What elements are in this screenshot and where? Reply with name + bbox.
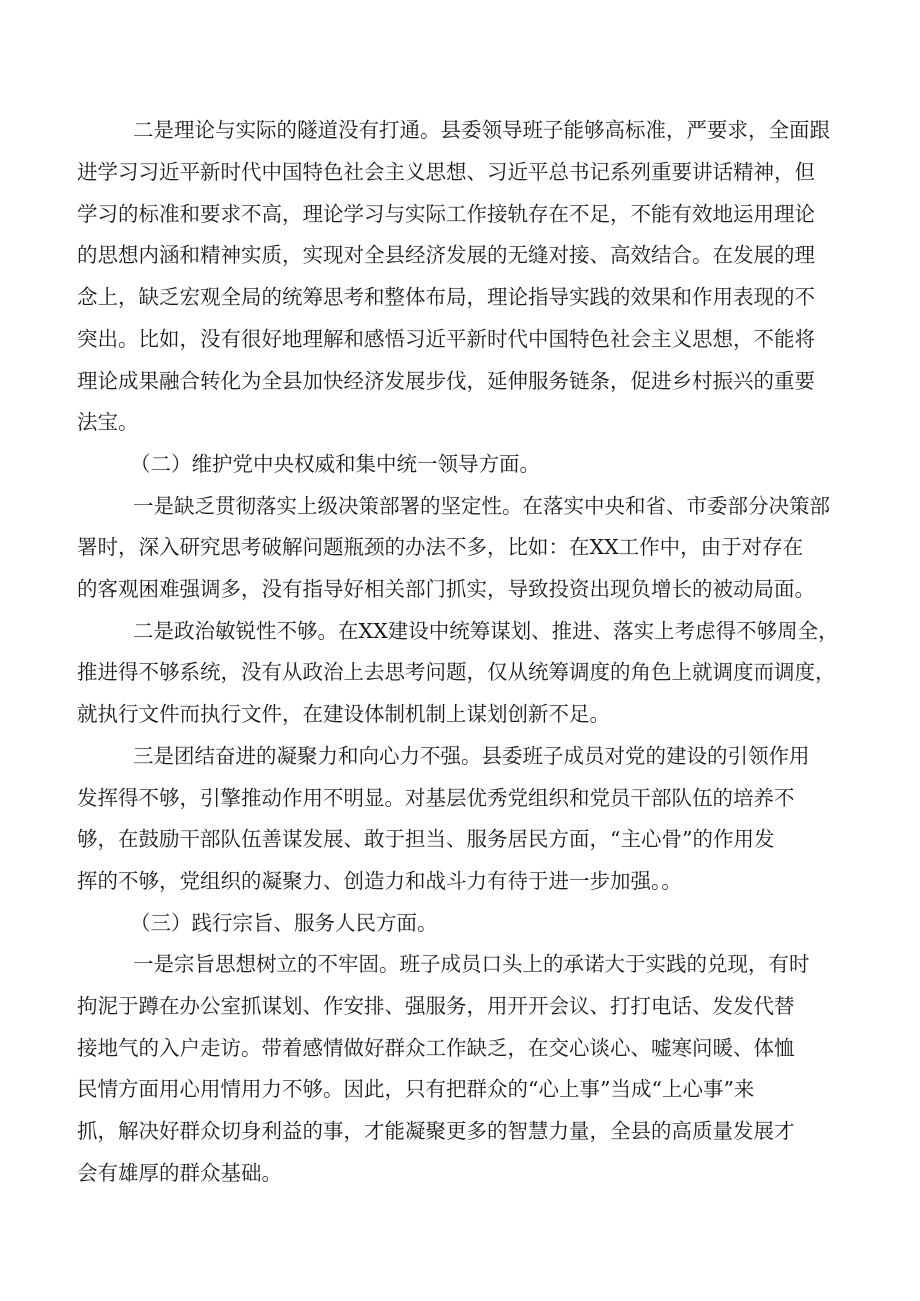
text-line: 的思想内涵和精神实质，实现对全县经济发展的无缝对接、高效结合。在发展的理 — [77, 243, 815, 267]
text-line: 念上，缺乏宏观全局的统筹思考和整体布局，理论指导实践的效果和作用表现的不 — [77, 285, 815, 309]
text-line: 推进得不够系统，没有从政治上去思考问题，仅从统筹调度的角色上就调度而调度， — [77, 660, 836, 684]
text-line: 一是缺乏贯彻落实上级决策部署的坚定性。在落实中央和省、市委部分决策部 — [133, 494, 830, 518]
text-line: 二是理论与实际的隧道没有打通。县委领导班子能够高标准，严要求，全面跟 — [133, 118, 830, 142]
text-line: 民情方面用心用情用力不够。因此，只有把群众的“心上事”当成“上心事”来 — [77, 1077, 755, 1101]
text-line: 会有雄厚的群众基础。 — [77, 1161, 282, 1185]
text-line: 接地气的入户走访。带着感情做好群众工作缺乏，在交心谈心、嘘寒问暖、体恤 — [77, 1036, 795, 1060]
text-line: 突出。比如，没有很好地理解和感悟习近平新时代中国特色社会主义思想，不能将 — [77, 327, 815, 351]
section-heading-three: （三）践行宗旨、服务人民方面。 — [130, 911, 438, 935]
text-line: 一是宗旨思想树立的不牢固。班子成员口头上的承诺大于实践的兑现，有时 — [133, 952, 810, 976]
text-line: 二是政治敏锐性不够。在XX建设中统筹谋划、推进、落实上考虑得不够周全， — [133, 619, 839, 643]
text-line: 学习的标准和要求不高，理论学习与实际工作接轨存在不足，不能有效地运用理论 — [77, 202, 815, 226]
text-line: 署时，深入研究思考破解问题瓶颈的办法不多，比如：在XX工作中，由于对存在 — [77, 535, 804, 559]
text-line: 就执行文件而执行文件，在建设体制机制上谋划创新不足。 — [77, 702, 610, 726]
section-heading-two: （二）维护党中央权威和集中统一领导方面。 — [130, 452, 540, 476]
text-line: 三是团结奋进的凝聚力和向心力不强。县委班子成员对党的建设的引领作用 — [133, 744, 810, 768]
text-line: 法宝。 — [77, 410, 139, 434]
text-line: 拘泥于蹲在办公室抓谋划、作安排、强服务，用开开会议、打打电话、发发代替 — [77, 994, 795, 1018]
text-line: 抓，解决好群众切身利益的事，才能凝聚更多的智慧力量，全县的高质量发展才 — [77, 1119, 795, 1143]
text-line: 够，在鼓励干部队伍善谋发展、敢于担当、服务居民方面，“主心骨”的作用发 — [77, 827, 775, 851]
text-line: 进学习习近平新时代中国特色社会主义思想、习近平总书记系列重要讲话精神，但 — [77, 160, 815, 184]
text-line: 挥的不够，党组织的凝聚力、创造力和战斗力有待于进一步加强。。 — [77, 869, 682, 893]
text-line: 理论成果融合转化为全县加快经济发展步伐，延伸服务链条，促进乡村振兴的重要 — [77, 369, 815, 393]
text-line: 的客观困难强调多，没有指导好相关部门抓实，导致投资出现负增长的被动局面。 — [77, 577, 815, 601]
text-line: 发挥得不够，引擎推动作用不明显。对基层优秀党组织和党员干部队伍的培养不 — [77, 786, 795, 810]
